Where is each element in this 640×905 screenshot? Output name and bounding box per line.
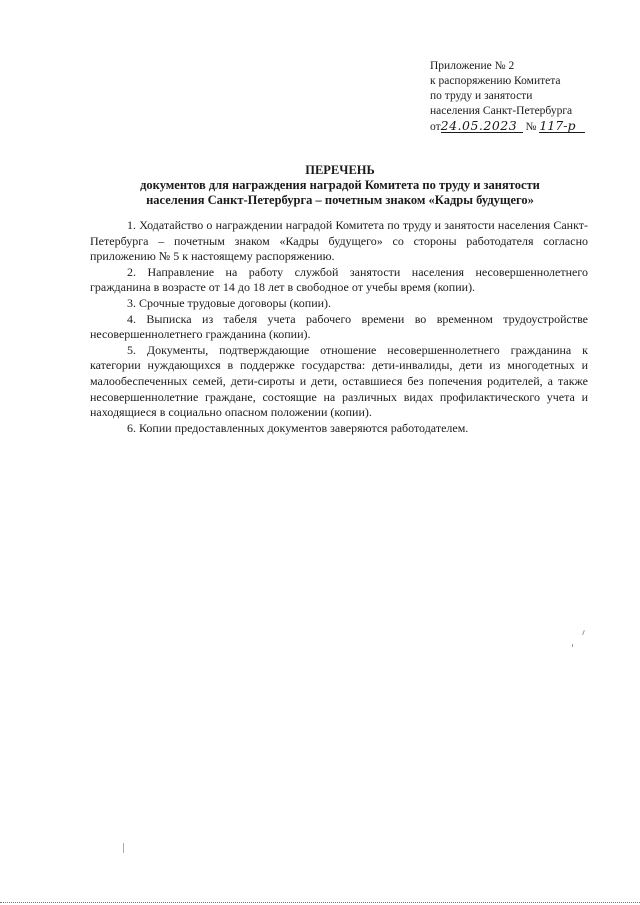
scan-artifact bbox=[123, 843, 124, 853]
handwritten-number: 117-р bbox=[539, 119, 585, 133]
list-item: 3. Срочные трудовые договоры (копии). bbox=[127, 295, 332, 310]
list-item: 1. Ходатайство о награждении наградой Комитета по труду и занятости населения Санкт-Петербурга – почетным знаком «Кадры будущего» со стороны работодателя согласно приложению № 5 к настоящему распоряжению. bbox=[90, 218, 588, 264]
annex-date-line bbox=[430, 119, 620, 135]
scan-speck bbox=[572, 644, 573, 647]
scan-edge bbox=[0, 902, 640, 903]
annex-line-4: населения Санкт-Петербурга bbox=[430, 105, 573, 117]
document-subtitle-line-2: населения Санкт-Петербурга – почетным знаком «Кадры будущего» bbox=[146, 193, 534, 207]
annex-line-2: к распоряжению Комитета bbox=[430, 75, 561, 87]
document-title: ПЕРЕЧЕНЬ bbox=[305, 163, 375, 177]
handwritten-date: 24.05.2023 bbox=[441, 119, 523, 133]
scan-speck bbox=[582, 630, 585, 635]
list-item: 5. Документы, подтверждающие отношение несовершеннолетнего гражданина к категории нуждающихся в поддержке государства: дети-инвалиды, дети из многодетных и малообеспеченных семей, дети-сироты и дети, оставшиеся без попечения родителей, а также несовершеннолетние граждане, состоящие на различных видах профилактического учета и находящиеся в социально опасном положении (копии). bbox=[90, 342, 588, 420]
annex-line-3: по труду и занятости bbox=[430, 90, 533, 102]
annex-line-1: Приложение № 2 bbox=[430, 60, 515, 72]
list-item: 4. Выписка из табеля учета рабочего времени во временном трудоустройстве несовершеннолетнего гражданина (копии). bbox=[90, 311, 588, 342]
document-list bbox=[90, 218, 588, 436]
number-prefix: № bbox=[525, 121, 537, 133]
date-prefix: от bbox=[430, 121, 441, 133]
annex-header bbox=[430, 59, 620, 135]
list-item: 6. Копии предоставленных документов заверяются работодателем. bbox=[127, 420, 469, 435]
document-subtitle-line-1: документов для награждения наградой Комитета по труду и занятости bbox=[140, 178, 540, 192]
list-item: 2. Направление на работу службой занятости населения несовершеннолетнего гражданина в возрасте от 14 до 18 лет в свободное от учебы время (копии). bbox=[90, 264, 588, 295]
